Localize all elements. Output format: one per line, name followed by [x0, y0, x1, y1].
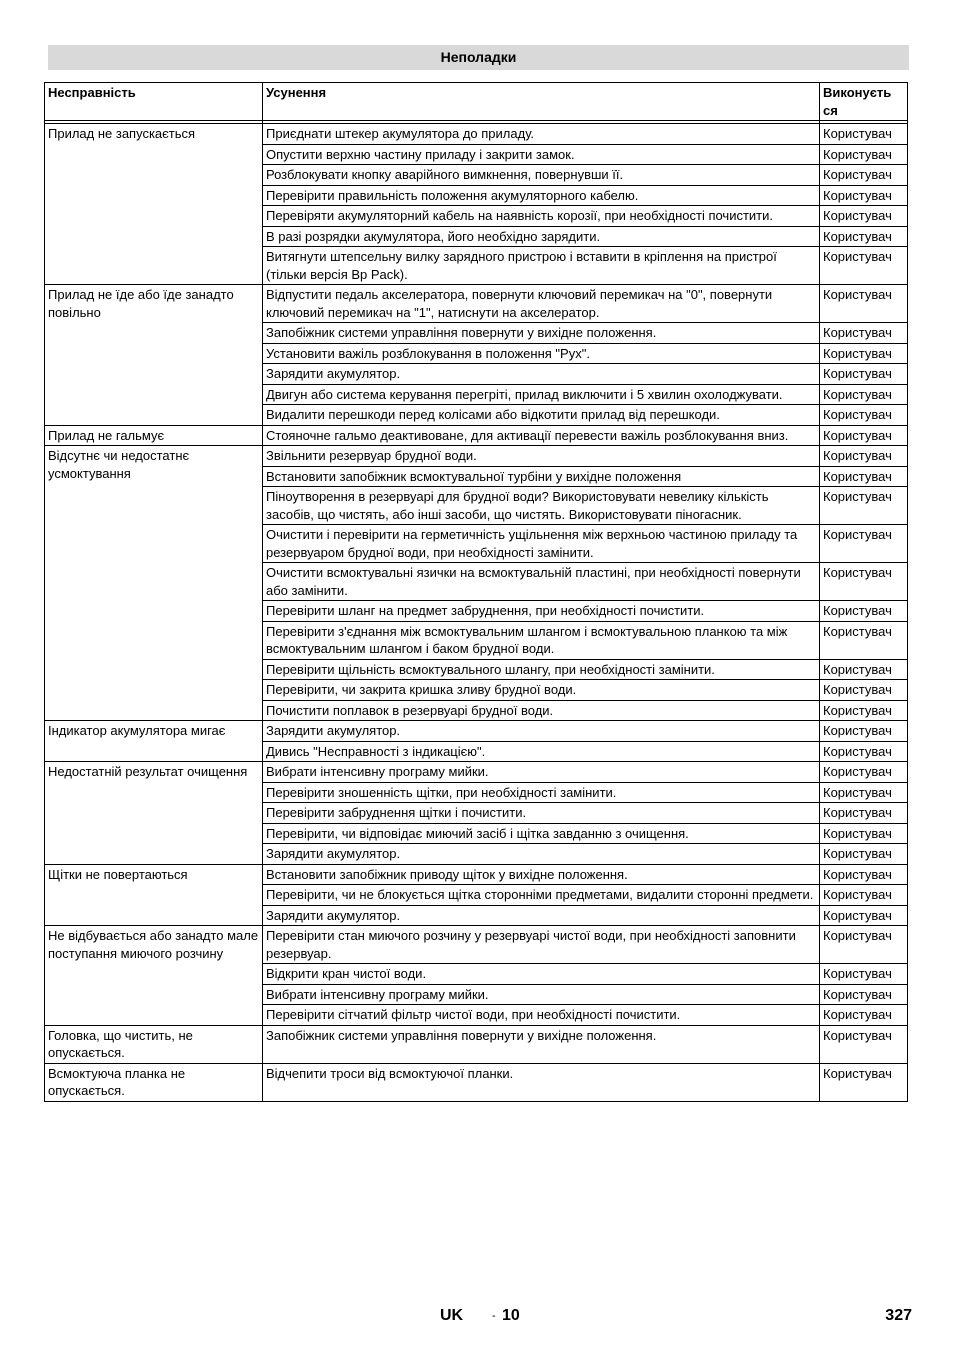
remedy-cell: Перевірити, чи не блокується щітка сторонніми предметами, видалити сторонні предмети.	[263, 885, 820, 906]
fault-cell: Не відбувається або занадто мале поступання миючого розчину	[45, 926, 263, 1026]
header-by: Виконуєть ся	[820, 83, 908, 121]
table-row	[45, 425, 908, 446]
performed-by-cell: Користувач	[820, 323, 908, 344]
remedy-cell: Очистити і перевірити на герметичність ущільнення між верхньою частиною приладу та резервуаром брудної води, при необхідності замінити.	[263, 525, 820, 563]
remedy-cell: Відчепити троси від всмоктуючої планки.	[263, 1063, 820, 1101]
remedy-cell: Перевірити з'єднання між всмоктувальним шлангом і всмоктувальною планкою та між всмоктувальним шлангом і баком брудної води.	[263, 621, 820, 659]
remedy-cell: Перевірити зношенність щітки, при необхідності замінити.	[263, 782, 820, 803]
performed-by-cell: Користувач	[820, 144, 908, 165]
remedy-cell: Встановити запобіжник всмоктувальної турбіни у вихідне положення	[263, 466, 820, 487]
remedy-cell: Перевірити, чи закрита кришка зливу брудної води.	[263, 680, 820, 701]
fault-cell: Прилад не гальмує	[45, 425, 263, 446]
remedy-cell: Зарядити акумулятор.	[263, 721, 820, 742]
remedy-cell: Приєднати штекер акумулятора до приладу.	[263, 124, 820, 145]
performed-by-cell: Користувач	[820, 1025, 908, 1063]
remedy-cell: Зарядити акумулятор.	[263, 364, 820, 385]
fault-cell: Всмоктуюча планка не опускається.	[45, 1063, 263, 1101]
performed-by-cell: Користувач	[820, 762, 908, 783]
performed-by-cell: Користувач	[820, 984, 908, 1005]
fault-cell: Відсутнє чи недостатнє усмоктування	[45, 446, 263, 721]
performed-by-cell: Користувач	[820, 680, 908, 701]
section-title: Неполадки	[48, 45, 909, 70]
table-row	[45, 285, 908, 323]
remedy-cell: Установити важіль розблокування в положення "Рух".	[263, 343, 820, 364]
table-row	[45, 864, 908, 885]
remedy-cell: Запобіжник системи управління повернути у вихідне положення.	[263, 1025, 820, 1063]
fault-cell: Головка, що чистить, не опускається.	[45, 1025, 263, 1063]
performed-by-cell: Користувач	[820, 425, 908, 446]
performed-by-cell: Користувач	[820, 165, 908, 186]
remedy-cell: Розблокувати кнопку аварійного вимкнення, повернувши її.	[263, 165, 820, 186]
page-footer	[0, 1307, 954, 1327]
remedy-cell: Почистити поплавок в резервуарі брудної води.	[263, 700, 820, 721]
table-row	[45, 1025, 908, 1063]
remedy-cell: Видалити перешкоди перед колісами або відкотити прилад від перешкоди.	[263, 405, 820, 426]
performed-by-cell: Користувач	[820, 247, 908, 285]
performed-by-cell: Користувач	[820, 384, 908, 405]
fault-cell: Прилад не запускається	[45, 124, 263, 285]
table-body	[45, 121, 908, 1102]
remedy-cell: Стояночне гальмо деактивоване, для активації перевести важіль розблокування вниз.	[263, 425, 820, 446]
performed-by-cell: Користувач	[820, 803, 908, 824]
performed-by-cell: Користувач	[820, 964, 908, 985]
performed-by-cell: Користувач	[820, 226, 908, 247]
remedy-cell: Встановити запобіжник приводу щіток у вихідне положення.	[263, 864, 820, 885]
performed-by-cell: Користувач	[820, 601, 908, 622]
performed-by-cell: Користувач	[820, 823, 908, 844]
performed-by-cell: Користувач	[820, 885, 908, 906]
remedy-cell: Зарядити акумулятор.	[263, 905, 820, 926]
fault-cell: Недостатній результат очищення	[45, 762, 263, 865]
remedy-cell: Перевіряти акумуляторний кабель на наявність корозії, при необхідності почистити.	[263, 206, 820, 227]
remedy-cell: Очистити всмоктувальні язички на всмоктувальній пластині, при необхідності повернути або замінити.	[263, 563, 820, 601]
fault-cell: Прилад не їде або їде занадто повільно	[45, 285, 263, 426]
remedy-cell: Зарядити акумулятор.	[263, 844, 820, 865]
remedy-cell: Відпустити педаль акселератора, повернути ключовий перемикач на "0", повернути ключовий перемикач на "1", натиснути на акселератор.	[263, 285, 820, 323]
performed-by-cell: Користувач	[820, 405, 908, 426]
performed-by-cell: Користувач	[820, 700, 908, 721]
fault-cell: Щітки не повертаються	[45, 864, 263, 926]
performed-by-cell: Користувач	[820, 864, 908, 885]
remedy-cell: Перевірити забруднення щітки і почистити.	[263, 803, 820, 824]
fault-cell: Індикатор акумулятора мигає	[45, 721, 263, 762]
performed-by-cell: Користувач	[820, 343, 908, 364]
performed-by-cell: Користувач	[820, 487, 908, 525]
remedy-cell: Перевірити стан миючого розчину у резервуарі чистої води, при необхідності заповнити резервуар.	[263, 926, 820, 964]
remedy-cell: Двигун або система керування перегріті, прилад виключити і 5 хвилин охолоджувати.	[263, 384, 820, 405]
remedy-cell: Перевірити правильність положення акумуляторного кабелю.	[263, 185, 820, 206]
table-row	[45, 721, 908, 742]
performed-by-cell: Користувач	[820, 721, 908, 742]
performed-by-cell: Користувач	[820, 621, 908, 659]
performed-by-cell: Користувач	[820, 844, 908, 865]
performed-by-cell: Користувач	[820, 206, 908, 227]
remedy-cell: Перевірити, чи відповідає миючий засіб і щітка завданню з очищення.	[263, 823, 820, 844]
table-header-row	[45, 83, 908, 121]
table-row	[45, 762, 908, 783]
remedy-cell: Звільнити резервуар брудної води.	[263, 446, 820, 467]
performed-by-cell: Користувач	[820, 926, 908, 964]
performed-by-cell: Користувач	[820, 659, 908, 680]
remedy-cell: Опустити верхню частину приладу і закрити замок.	[263, 144, 820, 165]
footer-section-number: 10	[502, 1307, 520, 1324]
table-row	[45, 1063, 908, 1101]
footer-language: UK	[440, 1307, 464, 1324]
remedy-cell: Дивись "Несправності з індикацією".	[263, 741, 820, 762]
remedy-cell: Піноутворення в резервуарі для брудної води? Використовувати невелику кількість засобів, що чистять, або інші засоби, що чистять. Використовувати піногасник.	[263, 487, 820, 525]
remedy-cell: Запобіжник системи управління повернути у вихідне положення.	[263, 323, 820, 344]
performed-by-cell: Користувач	[820, 782, 908, 803]
troubleshooting-table	[44, 82, 908, 1102]
table-row	[45, 446, 908, 467]
performed-by-cell: Користувач	[820, 364, 908, 385]
performed-by-cell: Користувач	[820, 1063, 908, 1101]
performed-by-cell: Користувач	[820, 466, 908, 487]
performed-by-cell: Користувач	[820, 124, 908, 145]
remedy-cell: Відкрити кран чистої води.	[263, 964, 820, 985]
remedy-cell: Перевірити сітчатий фільтр чистої води, при необхідності почистити.	[263, 1005, 820, 1026]
performed-by-cell: Користувач	[820, 525, 908, 563]
performed-by-cell: Користувач	[820, 185, 908, 206]
remedy-cell: Перевірити шланг на предмет забруднення, при необхідності почистити.	[263, 601, 820, 622]
header-fault: Несправність	[45, 83, 263, 121]
performed-by-cell: Користувач	[820, 741, 908, 762]
remedy-cell: Перевірити щільність всмоктувального шлангу, при необхідності замінити.	[263, 659, 820, 680]
remedy-cell: Витягнути штепсельну вилку зарядного пристрою і вставити в кріплення на пристрої (тільки версія Bp Pack).	[263, 247, 820, 285]
table-row	[45, 926, 908, 964]
performed-by-cell: Користувач	[820, 1005, 908, 1026]
performed-by-cell: Користувач	[820, 285, 908, 323]
footer-dash: -	[492, 1310, 496, 1322]
table-row	[45, 124, 908, 145]
footer-page-number: 327	[885, 1307, 912, 1324]
header-remedy: Усунення	[263, 83, 820, 121]
performed-by-cell: Користувач	[820, 446, 908, 467]
performed-by-cell: Користувач	[820, 563, 908, 601]
remedy-cell: В разі розрядки акумулятора, його необхідно зарядити.	[263, 226, 820, 247]
remedy-cell: Вибрати інтенсивну програму мийки.	[263, 984, 820, 1005]
performed-by-cell: Користувач	[820, 905, 908, 926]
remedy-cell: Вибрати інтенсивну програму мийки.	[263, 762, 820, 783]
